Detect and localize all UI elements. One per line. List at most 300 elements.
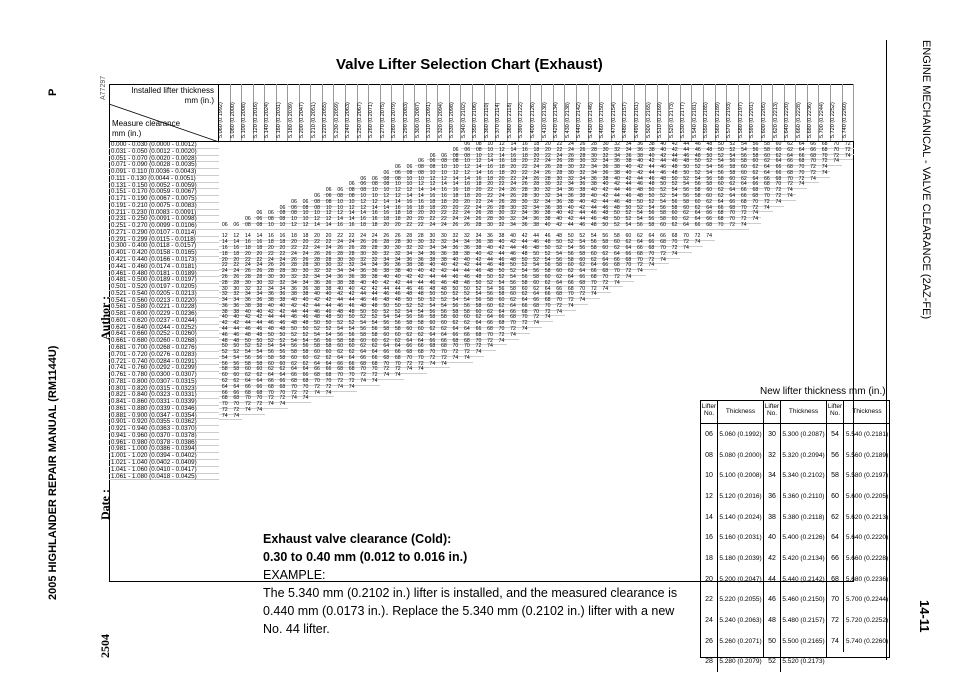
clearance-row-label: 0.641 - 0.660 (0.0252 - 0.0260): [109, 331, 219, 338]
lifter-number-cell: 62: [487, 308, 493, 315]
lifter-number-cell: 40: [360, 279, 367, 286]
lifter-number-cell: 46: [417, 285, 424, 292]
lifter-number-cell: 24: [475, 204, 482, 211]
lifter-number-cell: 50: [394, 302, 401, 309]
lifter-number-cell: 72: [360, 372, 367, 379]
lifter-no: 16: [701, 527, 718, 548]
lifter-no: 20: [701, 569, 718, 590]
lifter-number-cell: 38: [464, 250, 470, 257]
lifter-number-cell: 68: [775, 175, 782, 182]
legend-row: [701, 631, 763, 652]
clearance-row-label: 0.131 - 0.150 (0.0052 - 0.0059): [109, 183, 219, 190]
lifter-number-cell: 42: [556, 221, 563, 228]
lifter-number-cell: 60: [325, 349, 332, 356]
thickness-label: 5.180 (0.2039): [287, 102, 294, 138]
lifter-number-cell: 70: [763, 193, 770, 200]
lifter-number-cell: 46: [590, 210, 597, 217]
lifter-number-cell: 66: [625, 250, 632, 257]
lifter-number-cell: 64: [613, 250, 620, 257]
lifter-number-cell: 38: [302, 291, 309, 298]
thickness-label: 5.390 (0.2122): [518, 102, 525, 138]
lifter-number-cell: 22: [221, 262, 228, 269]
lifter-number-cell: 46: [510, 250, 516, 257]
clearance-row-label: 0.721 - 0.740 (0.0284 - 0.0291): [109, 359, 219, 366]
clearance-row-label: 0.171 - 0.190 (0.0067 - 0.0075): [109, 196, 219, 203]
legend-column: [764, 401, 827, 666]
lifter-no: 32: [764, 445, 781, 466]
corner-top-label: Installed lifter thickness mm (in.): [131, 86, 214, 105]
lifter-number-cell: 72: [302, 389, 309, 396]
lifter-number-cell: 50: [556, 239, 563, 246]
lifter-number-cell: 22: [337, 233, 343, 240]
lifter-no: 50: [764, 631, 781, 652]
lifter-number-cell: 08: [360, 187, 367, 194]
lifter-number-cell: 26: [371, 239, 378, 246]
lifter-number-cell: 14: [325, 221, 332, 228]
lifter-number-cell: 38: [256, 302, 263, 309]
lifter-number-cell: 72: [394, 366, 401, 373]
lifter-number-cell: 54: [671, 187, 678, 194]
clearance-row-label: 0.000 - 0.030 (0.0000 - 0.0012): [109, 142, 219, 149]
lifter-number-cell: 10: [418, 175, 424, 182]
lifter-number-cell: 30: [314, 262, 320, 269]
lifter-thickness: 5.600 (0.2205): [845, 492, 889, 500]
lifter-number-cell: 28: [371, 245, 378, 252]
lifter-number-cell: 70: [291, 383, 297, 390]
lifter-number-cell: 08: [383, 181, 390, 188]
lifter-number-cell: 20: [521, 158, 528, 165]
lifter-number-cell: 66: [613, 256, 620, 263]
lifter-number-cell: 68: [314, 372, 320, 379]
lifter-number-cell: 24: [464, 216, 470, 223]
lifter-number-cell: 38: [556, 204, 563, 211]
lifter-number-cell: 56: [510, 279, 516, 286]
lifter-number-cell: 68: [533, 302, 539, 309]
lifter-number-cell: 54: [729, 152, 736, 159]
lifter-number-cell: 10: [452, 164, 459, 171]
lifter-number-cell: 24: [510, 181, 517, 188]
lifter-number-cell: 48: [556, 233, 563, 240]
lifter-number-cell: 64: [798, 146, 805, 153]
legend-column: [701, 401, 764, 666]
lifter-number-cell: 54: [383, 314, 390, 321]
lifter-number-cell: 18: [498, 164, 505, 171]
lifter-number-cell: 56: [671, 198, 678, 205]
legend-no-header: Lifter No.: [701, 401, 718, 423]
lifter-number-cell: 30: [568, 164, 574, 171]
lifter-number-cell: 60: [440, 320, 447, 327]
lifter-number-cell: 30: [498, 216, 505, 223]
lifter-number-cell: 72: [440, 354, 447, 361]
lifter-number-cell: 32: [360, 256, 367, 263]
lifter-number-cell: 62: [464, 320, 470, 327]
lifter-number-cell: 24: [533, 164, 540, 171]
lifter-number-cell: 52: [383, 308, 390, 315]
lifter-number-cell: 30: [568, 169, 574, 176]
lifter-number-cell: 72: [798, 175, 805, 182]
clearance-column: [109, 142, 219, 480]
lifter-number-cell: 64: [406, 337, 413, 344]
lifter-number-cell: 12: [221, 233, 228, 240]
lifter-number-cell: 56: [314, 337, 320, 344]
lifter-number-cell: 56: [741, 152, 747, 159]
lifter-number-cell: 64: [544, 285, 551, 292]
lifter-number-cell: 20: [302, 239, 309, 246]
lifter-number-cell: 28: [337, 250, 343, 257]
lifter-number-cell: 70: [763, 187, 770, 194]
lifter-number-cell: 62: [244, 372, 251, 379]
lifter-number-cell: 66: [233, 389, 240, 396]
lifter-number-cell: 64: [694, 210, 701, 217]
lifter-number-cell: 60: [417, 325, 424, 332]
lifter-number-cell: 64: [256, 377, 263, 384]
lifter-number-cell: 10: [302, 210, 309, 217]
lifter-number-cell: 28: [348, 250, 355, 257]
lifter-number-cell: 36: [579, 181, 586, 188]
lifter-number-cell: 52: [648, 198, 655, 205]
thickness-col-header: [808, 84, 820, 141]
lifter-number-cell: 14: [429, 187, 436, 194]
lifter-number-cell: 20: [233, 256, 240, 263]
lifter-number-cell: 66: [244, 383, 251, 390]
lifter-number-cell: 74: [371, 377, 378, 384]
lifter-number-cell: 62: [337, 349, 343, 356]
lifter-number-cell: 68: [810, 152, 816, 159]
lifter-number-cell: 62: [625, 239, 632, 246]
lifter-number-cell: 74: [314, 389, 320, 396]
lifter-number-cell: 44: [671, 152, 678, 159]
lifter-number-cell: 72: [325, 383, 332, 390]
lifter-number-cell: 32: [440, 239, 447, 246]
lifter-number-cell: 50: [256, 337, 263, 344]
lifter-number-cell: 56: [579, 245, 586, 252]
lifter-no: 64: [827, 527, 844, 548]
lifter-number-cell: 12: [233, 233, 240, 240]
thickness-col-header: [831, 84, 843, 141]
lifter-number-cell: 52: [498, 273, 505, 280]
lifter-number-cell: 40: [394, 273, 401, 280]
lifter-number-cell: 52: [671, 181, 678, 188]
lifter-number-cell: 08: [244, 221, 251, 228]
lifter-number-cell: 42: [637, 164, 643, 171]
lifter-number-cell: 24: [429, 221, 436, 228]
lifter-number-cell: 44: [452, 268, 459, 275]
lifter-number-cell: 14: [418, 193, 424, 200]
lifter-no: 60: [827, 486, 844, 507]
lifter-number-cell: 58: [348, 337, 355, 344]
lifter-number-cell: 38: [648, 146, 655, 153]
lifter-number-cell: 18: [464, 193, 470, 200]
lifter-thickness: 5.560 (0.2189): [845, 451, 889, 459]
thickness-col-header: [450, 84, 462, 141]
lifter-number-cell: 64: [348, 354, 355, 361]
lifter-number-cell: 62: [752, 169, 759, 176]
lifter-number-cell: 46: [221, 331, 228, 338]
lifter-number-cell: 38: [233, 308, 240, 315]
lifter-number-cell: 66: [325, 366, 332, 373]
lifter-number-cell: 30: [556, 175, 563, 182]
lifter-number-cell: 08: [383, 175, 390, 182]
lifter-number-cell: 14: [406, 193, 413, 200]
lifter-number-cell: 70: [798, 169, 805, 176]
lifter-number-cell: 74: [648, 262, 655, 269]
lifter-number-cell: 28: [533, 181, 540, 188]
lifter-number-cell: 66: [729, 198, 736, 205]
lifter-number-cell: 68: [613, 262, 620, 269]
lifter-number-cell: 14: [371, 204, 378, 211]
lifter-number-cell: 74: [302, 395, 309, 402]
legend-row: [827, 548, 890, 569]
lifter-number-cell: 62: [394, 337, 401, 344]
lifter-number-cell: 44: [417, 279, 424, 286]
lifter-number-cell: 46: [579, 221, 586, 228]
lifter-number-cell: 30: [498, 210, 505, 217]
clearance-row-label: 0.051 - 0.070 (0.0020 - 0.0028): [109, 156, 219, 163]
lifter-number-cell: 66: [752, 181, 759, 188]
lifter-number-cell: 18: [498, 169, 505, 176]
lifter-number-cell: 48: [510, 256, 516, 263]
lifter-number-cell: 72: [844, 146, 851, 153]
lifter-number-cell: 40: [625, 169, 632, 176]
lifter-number-cell: 12: [498, 146, 505, 153]
legend-row: [827, 424, 890, 445]
lifter-number-cell: 16: [417, 198, 424, 205]
clearance-row-label: 0.071 - 0.090 (0.0028 - 0.0035): [109, 162, 219, 169]
lifter-number-cell: 18: [221, 250, 228, 257]
lifter-number-cell: 72: [579, 291, 586, 298]
lifter-number-cell: 74: [763, 204, 770, 211]
lifter-number-cell: 36: [221, 302, 228, 309]
lifter-number-cell: 20: [394, 221, 401, 228]
lifter-number-cell: 30: [302, 268, 309, 275]
lifter-number-cell: 40: [660, 141, 667, 147]
lifter-number-cell: 68: [256, 389, 263, 396]
clearance-row-label: 0.421 - 0.440 (0.0166 - 0.0173): [109, 257, 219, 264]
lifter-number-cell: 48: [268, 325, 274, 332]
lifter-number-cell: 52: [348, 320, 355, 327]
thickness-label: 5.530 (0.2177): [680, 102, 687, 138]
lifter-number-cell: 60: [244, 366, 251, 373]
thickness-label: 5.330 (0.2098): [449, 102, 456, 138]
lifter-number-cell: 68: [798, 158, 805, 165]
lifter-number-cell: 30: [406, 239, 413, 246]
lifter-number-cell: 06: [314, 193, 321, 200]
lifter-number-cell: 32: [510, 216, 516, 223]
lifter-number-cell: 52: [244, 343, 251, 350]
lifter-number-cell: 58: [337, 337, 343, 344]
lifter-number-cell: 28: [279, 268, 286, 275]
lifter-number-cell: 38: [221, 308, 228, 315]
lifter-number-cell: 66: [579, 273, 586, 280]
lifter-number-cell: 46: [302, 314, 309, 321]
lifter-number-cell: 68: [660, 239, 666, 246]
lifter-number-cell: 42: [348, 291, 355, 298]
lifter-number-cell: 24: [244, 262, 251, 269]
lifter-number-cell: 64: [648, 233, 655, 240]
lifter-number-cell: 22: [429, 216, 436, 223]
clearance-row-label: 0.861 - 0.880 (0.0339 - 0.0346): [109, 406, 219, 413]
lifter-no: 42: [764, 548, 781, 569]
lifter-number-cell: 54: [683, 181, 690, 188]
lifter-number-cell: 34: [221, 297, 228, 304]
legend-row: [764, 424, 826, 445]
lifter-number-cell: 34: [591, 169, 597, 176]
lifter-number-cell: 48: [602, 216, 609, 223]
lifter-number-cell: 68: [279, 383, 286, 390]
lifter-number-cell: 40: [371, 279, 378, 286]
lifter-number-cell: 10: [337, 198, 344, 205]
lifter-number-cell: 58: [660, 216, 666, 223]
lifter-number-cell: 64: [429, 331, 436, 338]
cell-row: [219, 223, 749, 230]
thickness-label: 5.230 (0.2059): [333, 102, 340, 138]
lifter-number-cell: 52: [625, 216, 632, 223]
lifter-number-cell: 70: [833, 141, 840, 147]
lifter-number-cell: 18: [383, 216, 390, 223]
lifter-number-cell: 70: [613, 268, 620, 275]
lifter-number-cell: 32: [417, 245, 424, 252]
lifter-number-cell: 48: [302, 320, 309, 327]
lifter-thickness: 5.640 (0.2220): [845, 534, 889, 542]
lifter-number-cell: 60: [590, 250, 597, 257]
lifter-number-cell: 60: [694, 198, 701, 205]
lifter-number-cell: 72: [487, 337, 493, 344]
lifter-number-cell: 42: [429, 268, 436, 275]
lifter-number-cell: 54: [452, 297, 459, 304]
lifter-number-cell: 34: [521, 210, 528, 217]
lifter-no: 36: [764, 486, 781, 507]
lifter-number-cell: 60: [521, 285, 528, 292]
lifter-number-cell: 46: [325, 308, 332, 315]
lifter-number-cell: 64: [706, 204, 713, 211]
thickness-label: 5.210 (0.2051): [310, 102, 317, 138]
lifter-number-cell: 44: [325, 302, 332, 309]
lifter-number-cell: 16: [371, 216, 378, 223]
chart-corner: [109, 84, 219, 142]
lifter-number-cell: 60: [764, 152, 770, 159]
lifter-number-cell: 60: [775, 146, 782, 153]
lifter-number-cell: 42: [302, 302, 309, 309]
lifter-thickness: 5.360 (0.2110): [782, 492, 825, 500]
lifter-number-cell: 14: [475, 164, 482, 171]
lifter-number-cell: 44: [371, 291, 378, 298]
lifter-number-cell: 66: [810, 146, 817, 153]
lifter-number-cell: 32: [256, 285, 263, 292]
lifter-number-cell: 68: [244, 389, 251, 396]
lifter-number-cell: 72: [337, 377, 343, 384]
lifter-number-cell: 52: [533, 256, 539, 263]
lifter-number-cell: 66: [660, 233, 666, 240]
lifter-number-cell: 08: [418, 164, 424, 171]
lifter-number-cell: 54: [244, 349, 251, 356]
lifter-number-cell: 22: [452, 210, 459, 217]
lifter-number-cell: 68: [348, 366, 355, 373]
lifter-number-cell: 62: [706, 198, 713, 205]
lifter-number-cell: 62: [406, 331, 413, 338]
lifter-number-cell: 62: [417, 331, 424, 338]
thickness-col-header: [727, 84, 739, 141]
lifter-number-cell: 32: [544, 193, 551, 200]
lifter-number-cell: 68: [417, 349, 424, 356]
lifter-number-cell: 36: [256, 297, 263, 304]
lifter-number-cell: 36: [348, 273, 355, 280]
thickness-label: 5.490 (0.2161): [633, 102, 640, 138]
thickness-label: 5.450 (0.2146): [587, 102, 594, 138]
lifter-number-cell: 16: [371, 210, 378, 217]
lifter-number-cell: 42: [625, 175, 632, 182]
lifter-number-cell: 58: [533, 273, 539, 280]
lifter-number-cell: 60: [360, 337, 367, 344]
lifter-thickness: 5.440 (0.2142): [782, 575, 825, 583]
lifter-number-cell: 62: [787, 146, 793, 153]
thickness-label: 5.500 (0.2165): [645, 102, 652, 138]
lifter-number-cell: 54: [741, 141, 747, 147]
new-lifter-table: [700, 400, 890, 666]
lifter-number-cell: 32: [244, 285, 251, 292]
lifter-number-cell: 52: [464, 291, 470, 298]
lifter-number-cell: 70: [775, 181, 782, 188]
lifter-thickness: 5.700 (0.2244): [845, 596, 889, 604]
lifter-number-cell: 62: [694, 204, 701, 211]
lifter-number-cell: 38: [614, 164, 620, 171]
lifter-number-cell: 58: [579, 250, 586, 257]
lifter-number-cell: 66: [383, 349, 390, 356]
lifter-number-cell: 40: [567, 204, 574, 211]
lifter-number-cell: 60: [602, 245, 609, 252]
lifter-number-cell: 28: [475, 221, 482, 228]
lifter-number-cell: 70: [406, 354, 413, 361]
thickness-col-header: [704, 84, 716, 141]
lifter-number-cell: 22: [498, 181, 505, 188]
lifter-number-cell: 64: [740, 181, 747, 188]
thickness-label: 5.560 (0.2189): [714, 102, 721, 138]
lifter-number-cell: 68: [429, 343, 436, 350]
lifter-number-cell: 60: [740, 164, 747, 171]
lifter-number-cell: 70: [579, 285, 586, 292]
lifter-number-cell: 38: [591, 181, 597, 188]
lifter-number-cell: 74: [833, 158, 840, 165]
lifter-number-cell: 62: [256, 372, 263, 379]
lifter-number-cell: 64: [590, 262, 597, 269]
lifter-number-cell: 50: [683, 164, 690, 171]
lifter-number-cell: 46: [544, 233, 551, 240]
lifter-number-cell: 40: [544, 221, 551, 228]
lifter-number-cell: 58: [383, 325, 390, 332]
legend-thickness-header: Thickness: [788, 408, 819, 415]
lifter-number-cell: 18: [533, 141, 540, 147]
lifter-number-cell: 74: [487, 343, 493, 350]
lifter-number-cell: 60: [740, 169, 747, 176]
lifter-number-cell: 30: [360, 250, 367, 257]
lifter-number-cell: 58: [256, 360, 263, 367]
lifter-number-cell: 08: [395, 175, 401, 182]
lifter-number-cell: 56: [729, 158, 736, 165]
lifter-number-cell: 64: [291, 366, 297, 373]
lifter-number-cell: 46: [694, 141, 701, 147]
clearance-row-label: 0.741 - 0.760 (0.0292 - 0.0299): [109, 365, 219, 372]
lifter-number-cell: 62: [521, 291, 528, 298]
lifter-number-cell: 30: [417, 239, 424, 246]
lifter-number-cell: 50: [337, 314, 343, 321]
lifter-number-cell: 64: [475, 320, 482, 327]
lifter-number-cell: 12: [360, 204, 367, 211]
lifter-number-cell: 72: [556, 302, 563, 309]
lifter-number-cell: 74: [244, 406, 251, 413]
lifter-number-cell: 30: [533, 187, 540, 194]
clearance-row-label: 0.031 - 0.050 (0.0012 - 0.0020): [109, 149, 219, 156]
lifter-number-cell: 66: [279, 377, 286, 384]
lifter-number-cell: 62: [221, 377, 228, 384]
